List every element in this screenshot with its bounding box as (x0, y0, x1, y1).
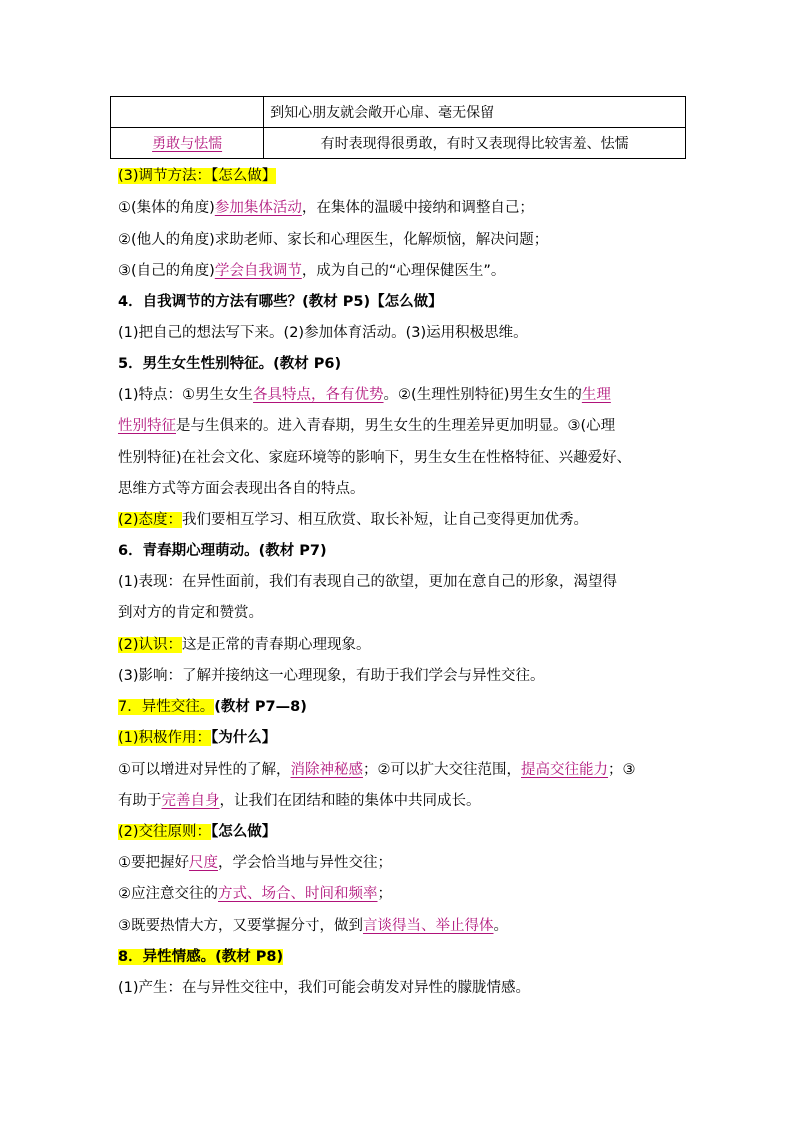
paragraph: 思维方式等方面会表现出各自的特点。 (118, 481, 365, 497)
key-term: 尺度 (189, 855, 218, 871)
list-item: ②(他人的角度)求助老师、家长和心理医生，化解烦恼，解决问题； (118, 232, 549, 248)
paragraph: (1)积极作用：【为什么】 (118, 730, 277, 746)
paragraph: ①可以增进对异性的了解，消除神秘感；②可以扩大交往范围，提高交往能力；③ (118, 762, 636, 778)
paragraph: (1)产生：在与异性交往中，我们可能会萌发对异性的朦胧情感。 (118, 980, 531, 996)
table-cell: 到知心朋友就会敞开心扉、毫无保留 (264, 97, 686, 128)
section-heading: (3)调节方法：【怎么做】 (118, 168, 277, 184)
label-highlight: (2)态度： (118, 512, 183, 528)
label-highlight: (2)交往原则： (118, 824, 212, 840)
table-row (111, 97, 686, 128)
key-term: 学会自我调节 (214, 263, 302, 279)
trait-link[interactable]: 勇敢与怯懦 (152, 136, 223, 152)
paragraph: (2)交往原则：【怎么做】 (118, 824, 277, 840)
paragraph: (2)态度：我们要相互学习、相互欣赏、取长补短，让自己变得更加优秀。 (118, 512, 589, 528)
question-title: 4．自我调节的方法有哪些？(教材 P5)【怎么做】 (118, 294, 443, 310)
paragraph: (1)把自己的想法写下来。(2)参加体育活动。(3)运用积极思维。 (118, 325, 528, 341)
table-row (111, 128, 686, 159)
question-title: 5．男生女生性别特征。(教材 P6) (118, 356, 342, 372)
question-title: 7．异性交往。(教材 P7—8) (118, 699, 307, 715)
key-term: 各具特点，各有优势 (253, 387, 384, 403)
key-term: 性别特征 (118, 418, 176, 434)
question-title: 6．青春期心理萌动。(教材 P7) (118, 543, 327, 559)
key-term: 生理 (581, 387, 611, 403)
key-term: 方式、场合、时间和频率 (218, 886, 378, 902)
table-cell (111, 97, 264, 128)
list-item: ①要把握好尺度，学会恰当地与异性交往； (118, 855, 392, 871)
paragraph: (1)特点：①男生女生各具特点，各有优势。②(生理性别特征)男生女生的生理 (118, 387, 611, 403)
paragraph: 性别特征是与生俱来的。进入青春期，男生女生的生理差异更加明显。③(心理 (118, 418, 616, 434)
list-item: ③(自己的角度)学会自我调节，成为自己的“心理保健医生”。 (118, 263, 506, 279)
key-term: 参加集体活动 (214, 200, 302, 216)
list-item: ③既要热情大方，又要掌握分寸，做到言谈得当、举止得体。 (118, 918, 508, 934)
label-highlight: (1)积极作用： (118, 730, 212, 746)
paragraph: 到对方的肯定和赞赏。 (118, 605, 263, 621)
traits-table (110, 96, 686, 159)
paragraph: 有助于完善自身，让我们在团结和睦的集体中共同成长。 (118, 793, 481, 809)
paragraph: 性别特征)在社会文化、家庭环境等的影响下，男生女生在性格特征、兴趣爱好、 (118, 450, 632, 466)
key-term: 消除神秘感 (290, 762, 363, 778)
paragraph: (3)影响：了解并接纳这一心理现象，有助于我们学会与异性交往。 (118, 668, 545, 684)
question-title: 8．异性情感。(教材 P8) (118, 949, 284, 965)
table-cell (111, 128, 264, 159)
paragraph: (1)表现：在异性面前，我们有表现自己的欲望，更加在意自己的形象，渴望得 (118, 574, 618, 590)
key-term: 完善自身 (161, 793, 220, 809)
list-item: ②应注意交往的方式、场合、时间和频率； (118, 886, 392, 902)
key-term: 提高交往能力 (521, 762, 608, 778)
paragraph: (2)认识：这是正常的青春期心理现象。 (118, 637, 371, 653)
list-item: ①(集体的角度)参加集体活动，在集体的温暖中接纳和调整自己； (118, 200, 534, 216)
label-highlight: (2)认识： (118, 637, 183, 653)
key-term: 言谈得当、举止得体 (363, 918, 494, 934)
table-cell: 有时表现得很勇敢，有时又表现得比较害羞、怯懦 (264, 128, 686, 159)
